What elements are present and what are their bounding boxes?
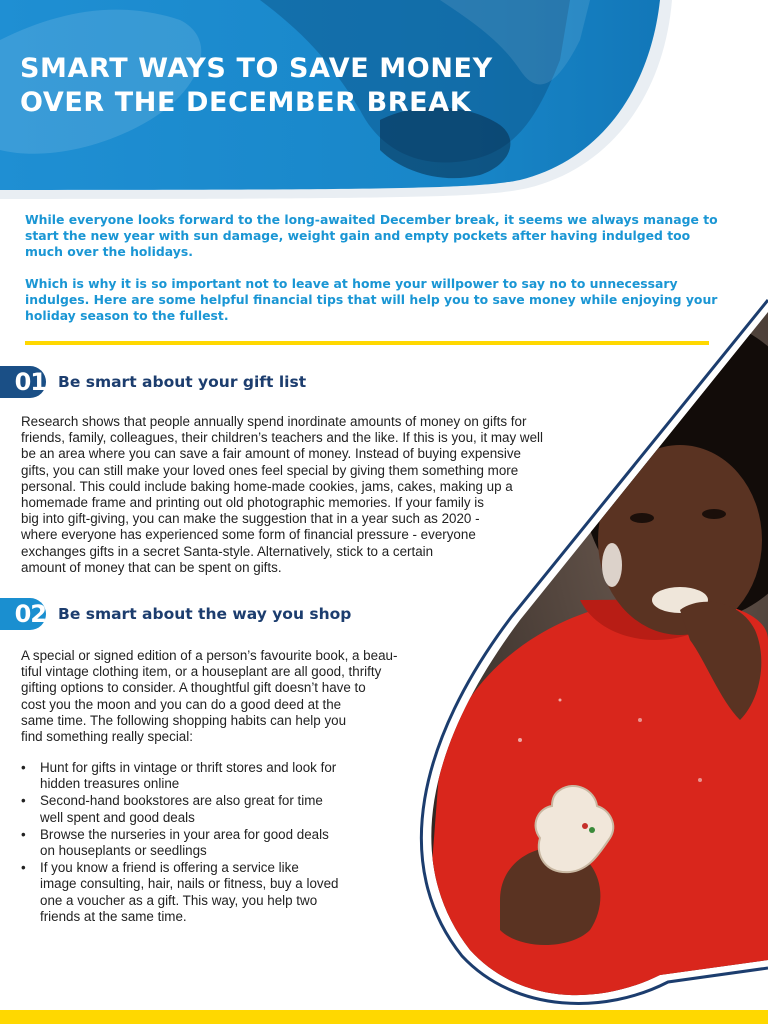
title-line-1: SMART WAYS TO SAVE MONEY	[20, 53, 493, 84]
list-item-line: hidden treasures online	[40, 776, 180, 792]
section-1-line: exchanges gifts in a secret Santa-style. Alternatively, stick to a certain	[21, 543, 434, 559]
section-2-line: cost you the moon and you can do a good deed at the	[21, 696, 342, 712]
list-item-line: • If you know a friend is offering a service like	[40, 860, 299, 876]
section-2-body	[21, 648, 397, 745]
list-item	[21, 793, 338, 825]
list-item	[21, 860, 338, 925]
section-2-line: tiful vintage clothing item, or a houseplant are all good, thrifty	[21, 664, 382, 680]
title-line-2: OVER THE DECEMBER BREAK	[20, 87, 472, 118]
shopping-tips-list	[21, 760, 338, 926]
section-1-line: where everyone has experienced some form of financial pressure - everyone	[21, 527, 476, 543]
section-1-header	[0, 366, 306, 398]
list-item-line: • Browse the nurseries in your area for good deals	[40, 826, 329, 842]
section-1-body	[21, 414, 543, 576]
list-item-line: • Second-hand bookstores are also great for time	[40, 793, 323, 809]
section-1-line: big into gift-giving, you can make the suggestion that in a year such as 2020 -	[21, 511, 480, 527]
section-2-number: 02	[0, 598, 46, 630]
section-2-line: A special or signed edition of a person’s favourite book, a beau-	[21, 648, 398, 663]
section-1-line: be an area where you can save a fair amount of money. Instead of buying expensive	[21, 446, 521, 462]
intro-paragraph-1: While everyone looks forward to the long-awaited December break, it seems we always manage to start the new year with sun damage, weight gain and empty pockets after having indulged too much over the holidays.	[25, 212, 718, 259]
section-2-header	[0, 598, 351, 630]
section-1-line: Research shows that people annually spend inordinate amounts of money on gifts for	[21, 414, 527, 429]
section-2-line: find something really special:	[21, 729, 193, 745]
section-2-line: gifting options to consider. A thoughtful gift doesn’t have to	[21, 680, 366, 696]
section-2-line: same time. The following shopping habits can help you	[21, 712, 347, 728]
list-item-line: friends at the same time.	[40, 908, 187, 924]
section-1-line: friends, family, colleagues, their children’s teachers and the like. If this is you, it may well	[21, 430, 543, 446]
section-1-line: amount of money that can be spent on gifts.	[21, 559, 282, 575]
section-1-line: gifts, you can still make your loved ones feel special by giving them something more	[21, 462, 519, 478]
yellow-footer-bar	[0, 1010, 768, 1024]
list-item-line: image consulting, hair, nails or fitness, buy a loved	[40, 876, 339, 892]
list-item-line: well spent and good deals	[40, 809, 195, 825]
section-1-line: personal. This could include baking home-made cookies, jams, cakes, making up a	[21, 478, 513, 494]
list-item	[21, 827, 338, 859]
list-item-line: one a voucher as a gift. This way, you help two	[40, 892, 318, 908]
list-item-line: • Hunt for gifts in vintage or thrift stores and look for	[40, 760, 337, 775]
section-1-number: 01	[0, 366, 46, 398]
section-2-heading: Be smart about the way you shop	[58, 605, 352, 623]
list-item-line: on houseplants or seedlings	[40, 843, 207, 859]
section-1-heading: Be smart about your gift list	[58, 373, 307, 391]
list-item	[21, 760, 338, 792]
section-1-line: homemade frame and printing out old photographic memories. If your family is	[21, 495, 484, 511]
intro-paragraph-2: Which is why it is so important not to leave at home your willpower to say no to unnecessary indulges. Here are some helpful financial tips that will help you to save money while enjoying your holiday season to the fullest.	[25, 276, 718, 323]
